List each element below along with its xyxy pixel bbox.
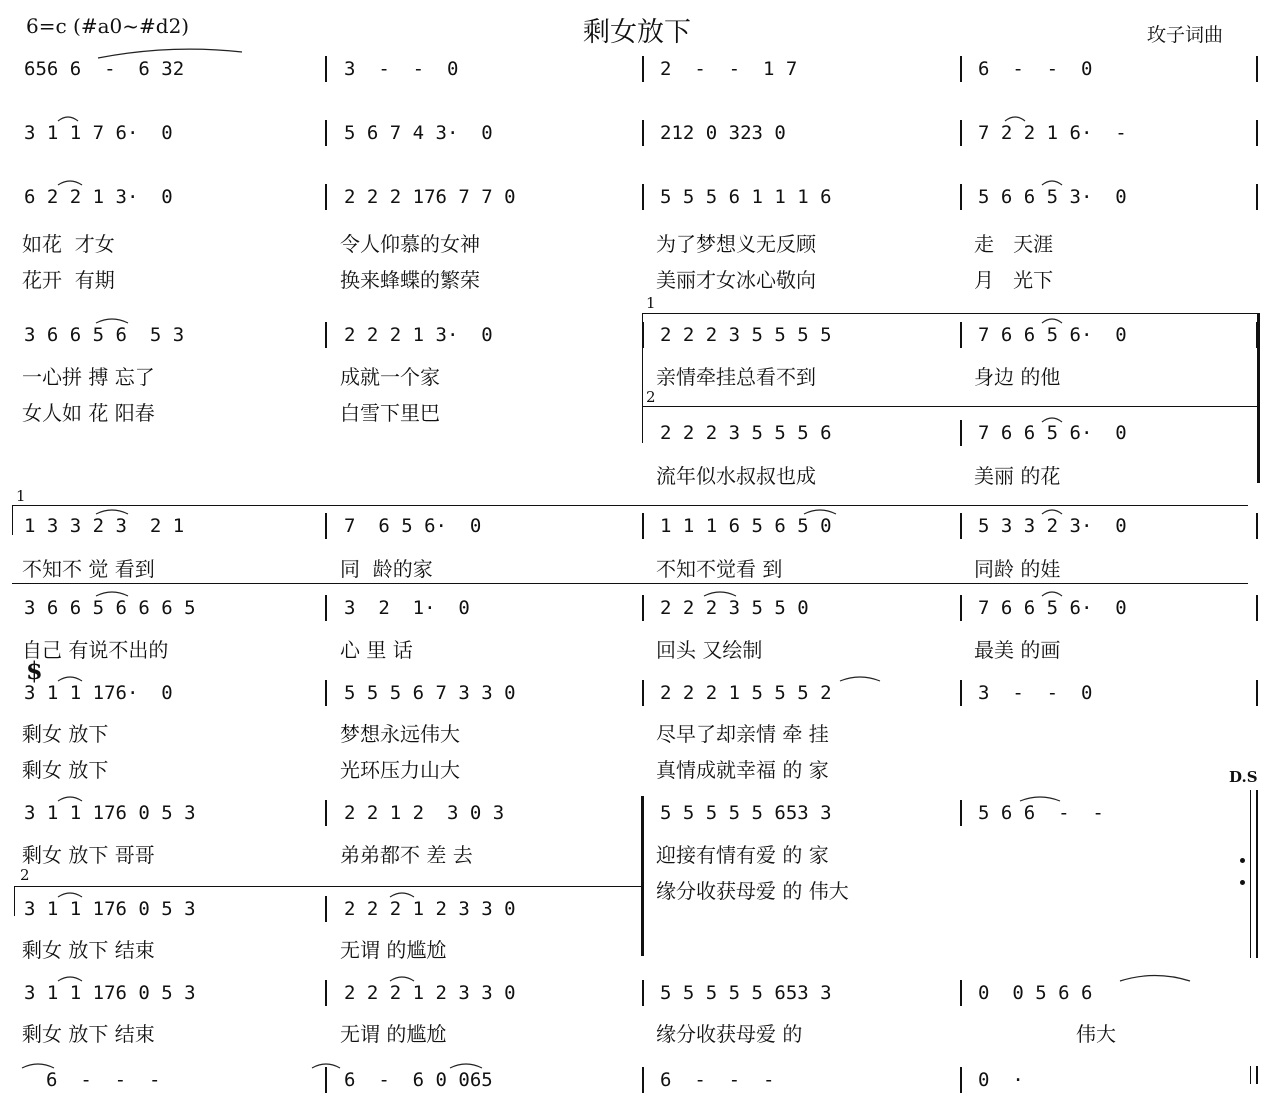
lyric: 女人如 花 阳春: [22, 401, 155, 425]
measure: 3 1 1 176 0 5 3: [24, 898, 196, 920]
slur: [1042, 510, 1062, 514]
lyric: 缘分收获母爱 的: [656, 1022, 803, 1046]
measure: 2 2 2 1 2 3 3 0: [344, 982, 516, 1004]
measure: 6 - - 0: [978, 58, 1093, 80]
lyric: 不知不 觉 看到: [22, 557, 155, 581]
lyric: 剩女 放下 结束: [22, 1022, 155, 1046]
measure: 3 1 1 176 0 5 3: [24, 802, 196, 824]
lyric: 花开 有期: [22, 268, 115, 292]
measure: 5 5 5 5 5 653 3: [660, 982, 832, 1004]
volta-2-number-b: 2: [20, 866, 30, 884]
measure: 6 2 2 1 3· 0: [24, 186, 173, 208]
measure: 2 2 2 1 5 5 5 2: [660, 682, 832, 704]
measure: 2 2 2 3 5 5 0: [660, 597, 809, 619]
measure: 5 6 7 4 3· 0: [344, 122, 493, 144]
slur: [1120, 976, 1190, 982]
slur: [1042, 181, 1062, 185]
lyric: 剩女 放下 结束: [22, 938, 155, 962]
measure: 5 5 5 6 1 1 1 6: [660, 186, 832, 208]
measure: 3 1 1 7 6· 0: [24, 122, 173, 144]
lyric: 迎接有情有爱 的 家: [656, 843, 829, 867]
measure: 5 6 6 5 3· 0: [978, 186, 1127, 208]
slur: [98, 49, 242, 58]
lyric: 剩女 放下: [22, 722, 109, 746]
lyric: 走 天涯: [974, 232, 1054, 256]
slur: [1042, 418, 1062, 422]
lyric: 回头 又绘制: [656, 638, 763, 662]
measure: 0 0 5 6 6: [978, 982, 1093, 1004]
measure: 7 6 5 6· 0: [344, 515, 482, 537]
volta-1-number-b: 1: [16, 487, 26, 505]
lyric: 如花 才女: [22, 232, 115, 256]
measure: 3 - - 0: [978, 682, 1093, 704]
measure: 2 2 2 1 3· 0: [344, 324, 493, 346]
measure: 2 2 2 3 5 5 5 5: [660, 324, 832, 346]
slur: [58, 677, 82, 681]
slur: [58, 977, 82, 981]
slur: [1020, 797, 1060, 801]
measure: 6 - - -: [660, 1069, 775, 1091]
measure: 6 - 6 0 065: [344, 1069, 493, 1091]
lyric: 缘分收获母爱 的 伟大: [656, 879, 849, 903]
lyric: 剩女 放下 哥哥: [22, 843, 155, 867]
slur: [58, 797, 82, 801]
slur: [96, 319, 128, 323]
dal-segno-mark: D.S: [1229, 768, 1258, 786]
lyric: 无谓 的尴尬: [340, 1022, 447, 1046]
lyric: 梦想永远伟大: [340, 722, 460, 746]
measure: 6 - - -: [46, 1069, 161, 1091]
lyric: 一心拼 搏 忘了: [22, 365, 155, 389]
slur: [58, 893, 82, 897]
song-title: 剩女放下: [583, 17, 691, 48]
lyric: 心 里 话: [340, 638, 413, 662]
lyric: 月 光下: [974, 268, 1054, 292]
measure: 3 1 1 176· 0: [24, 682, 173, 704]
lyric: 弟弟都不 差 去: [340, 843, 473, 867]
lyric: 光环压力山大: [340, 758, 460, 782]
measure: 1 1 1 6 5 6 5 0: [660, 515, 832, 537]
measure: 2 - - 1 7: [660, 58, 798, 80]
measure: 3 6 6 5 6 6 6 5: [24, 597, 196, 619]
lyric: 同龄 的娃: [974, 557, 1061, 581]
measure: 3 2 1· 0: [344, 597, 470, 619]
slur: [450, 1064, 482, 1068]
measure: 7 6 6 5 6· 0: [978, 324, 1127, 346]
slur: [704, 592, 736, 596]
measure: 212 0 323 0: [660, 122, 786, 144]
measure: 0 ·: [978, 1069, 1024, 1091]
lyric: 美丽 的花: [974, 464, 1061, 488]
slur: [1042, 319, 1062, 323]
lyric: 不知不觉看 到: [656, 557, 783, 581]
slur: [390, 893, 414, 897]
lyric: 亲情牵挂总看不到: [656, 365, 816, 389]
lyric: 同 龄的家: [340, 557, 433, 581]
lyric: 真情成就幸福 的 家: [656, 758, 829, 782]
measure: 3 - - 0: [344, 58, 459, 80]
measure: 3 6 6 5 6 5 3: [24, 324, 185, 346]
volta-2-number: 2: [646, 388, 656, 406]
volta-1-number: 1: [646, 294, 656, 312]
measure: 5 5 5 6 7 3 3 0: [344, 682, 516, 704]
lyric: 尽早了却亲情 牵 挂: [656, 722, 829, 746]
lyric: 换来蜂蝶的繁荣: [340, 268, 480, 292]
segno-sign: $: [26, 656, 43, 685]
measure: 5 3 3 2 3· 0: [978, 515, 1127, 537]
lyric: 伟大: [1076, 1022, 1116, 1046]
slur: [96, 592, 128, 596]
measure: 5 6 6 - -: [978, 802, 1104, 824]
measure: 2 2 2 3 5 5 5 6: [660, 422, 832, 444]
measure: 2 2 2 176 7 7 0: [344, 186, 516, 208]
measure: 2 2 1 2 3 0 3: [344, 802, 505, 824]
slur: [96, 510, 128, 514]
slur: [390, 977, 414, 981]
slur: [312, 1064, 340, 1068]
lyric: 白雪下里巴: [340, 401, 440, 425]
slur: [1042, 592, 1062, 596]
lyric: 最美 的画: [974, 638, 1061, 662]
composer-credit: 玫子词曲: [1147, 24, 1224, 46]
slur: [804, 510, 836, 514]
measure: 3 1 1 176 0 5 3: [24, 982, 196, 1004]
measure: 656 6 - 6 32: [24, 58, 185, 80]
slur: [22, 1064, 54, 1068]
measure: 7 2 2 1 6· -: [978, 122, 1127, 144]
lyric: 无谓 的尴尬: [340, 938, 447, 962]
lyric: 身边 的他: [974, 365, 1061, 389]
lyric: 自己 有说不出的: [22, 638, 169, 662]
lyric: 剩女 放下: [22, 758, 109, 782]
slur: [58, 181, 82, 185]
slur: [840, 677, 880, 681]
measure: 7 6 6 5 6· 0: [978, 597, 1127, 619]
lyric: 为了梦想义无反顾: [656, 232, 816, 256]
lyric: 美丽才女冰心敬向: [656, 268, 816, 292]
lyric: 流年似水叔叔也成: [656, 464, 816, 488]
slur: [1005, 117, 1025, 121]
lyric: 成就一个家: [340, 365, 440, 389]
measure: 5 5 5 5 5 653 3: [660, 802, 832, 824]
lyric: 令人仰慕的女神: [340, 232, 480, 256]
measure: 1 3 3 2 3 2 1: [24, 515, 185, 537]
key-signature: 6=c (#a0~#d2): [26, 14, 190, 38]
measure: 7 6 6 5 6· 0: [978, 422, 1127, 444]
measure: 2 2 2 1 2 3 3 0: [344, 898, 516, 920]
slur: [58, 117, 78, 121]
